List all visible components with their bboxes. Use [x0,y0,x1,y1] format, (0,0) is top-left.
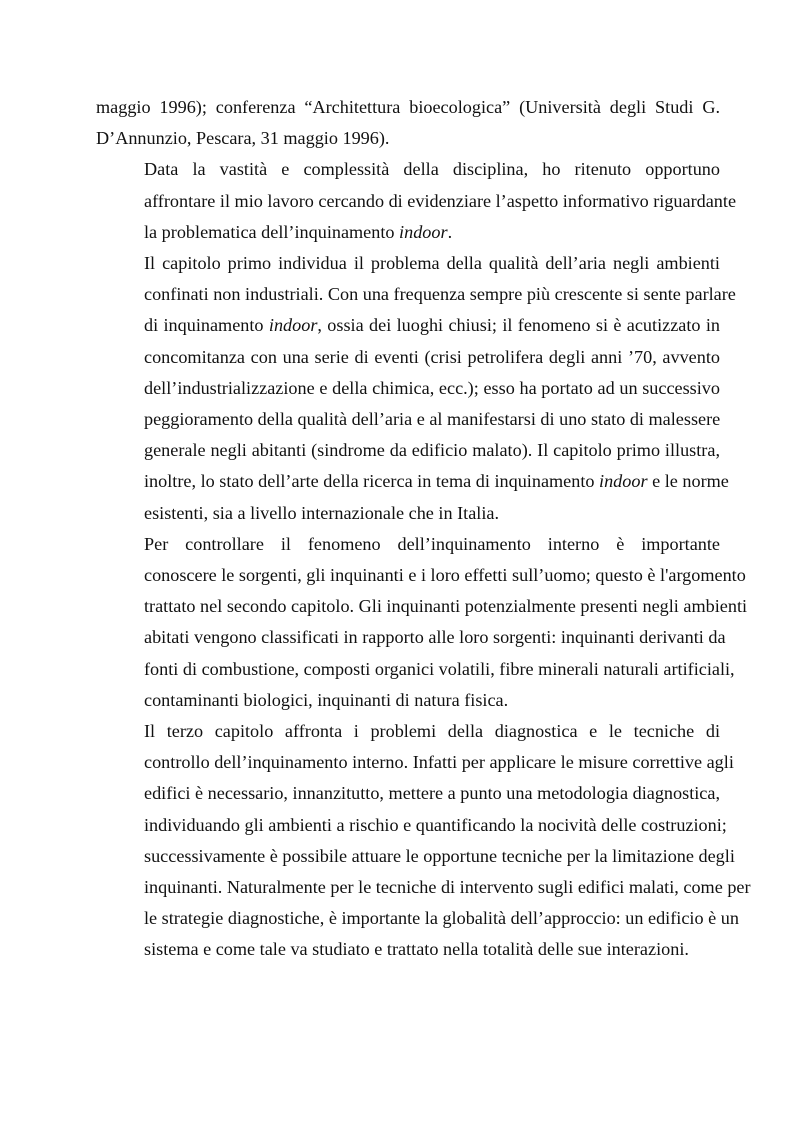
text-line: di inquinamento indoor, ossia dei luoghi chiusi; il fenomeno si è acutizzato in [144,315,720,336]
document-page [96,92,751,966]
text-line: sistema e come tale va studiato e trattato nella totalità delle sue interazioni. [144,939,689,960]
text-line: generale negli abitanti (sindrome da edificio malato). Il capitolo primo illustra, [144,440,720,461]
text-line: Il capitolo primo individua il problema della qualità dell’aria negli ambienti [144,253,720,274]
text-line: fonti di combustione, composti organici volatili, fibre minerali naturali artificiali, [144,658,735,679]
italic-term: indoor [399,221,448,242]
paragraph-2 [96,154,737,248]
italic-term: indoor [599,471,648,492]
text-line: maggio 1996); conferenza “Architettura bioecologica” (Università degli Studi G. [96,97,720,117]
text-line: inoltre, lo stato dell’arte della ricerca in tema di inquinamento indoor e le norme [144,471,729,492]
paragraph-5 [96,716,751,966]
text-line: conoscere le sorgenti, gli inquinanti e i loro effetti sull’uomo; questo è l'argomento [144,565,746,586]
text-line: Il terzo capitolo affronta i problemi della diagnostica e le tecniche di [144,721,720,742]
text-line: contaminanti biologici, inquinanti di natura fisica. [144,689,509,710]
text-line: la problematica dell’inquinamento indoor. [144,221,453,242]
text-line: concomitanza con una serie di eventi (crisi petrolifera degli anni ’70, avvento [144,346,720,367]
italic-term: indoor [268,315,318,336]
text-line: confinati non industriali. Con una frequenza sempre più crescente si sente parlare [144,284,736,305]
text-line: abitati vengono classificati in rapporto alle loro sorgenti: inquinanti derivanti da [144,627,726,648]
text-line: controllo dell’inquinamento interno. Infatti per applicare le misure correttive agli [144,752,734,773]
paragraph-1 [96,92,720,154]
text-line: dell’industrializzazione e della chimica, ecc.); esso ha portato ad un successivo [144,377,720,398]
text-line: peggioramento della qualità dell’aria e al manifestarsi di uno stato di malessere [144,409,721,430]
paragraph-3 [96,248,736,529]
text-line: successivamente è possibile attuare le opportune tecniche per la limitazione degli [144,845,735,866]
text-line: Per controllare il fenomeno dell’inquinamento interno è importante [144,533,720,554]
text-line: edifici è necessario, innanzitutto, mettere a punto una metodologia diagnostica, [144,783,720,804]
text-line: affrontare il mio lavoro cercando di evidenziare l’aspetto informativo riguardante [144,190,737,211]
text-line: esistenti, sia a livello internazionale che in Italia. [144,502,500,523]
text-line: D’Annunzio, Pescara, 31 maggio 1996). [96,128,390,149]
text-line: individuando gli ambienti a rischio e quantificando la nocività delle costruzioni; [144,814,727,835]
paragraph-4 [96,529,748,716]
text-line: le strategie diagnostiche, è importante la globalità dell’approccio: un edificio è un [144,908,739,929]
text-line: Data la vastità e complessità della disciplina, ho ritenuto opportuno [144,159,720,180]
text-line: inquinanti. Naturalmente per le tecniche di intervento sugli edifici malati, come per [144,877,751,898]
text-line: trattato nel secondo capitolo. Gli inquinanti potenzialmente presenti negli ambienti [144,596,748,617]
